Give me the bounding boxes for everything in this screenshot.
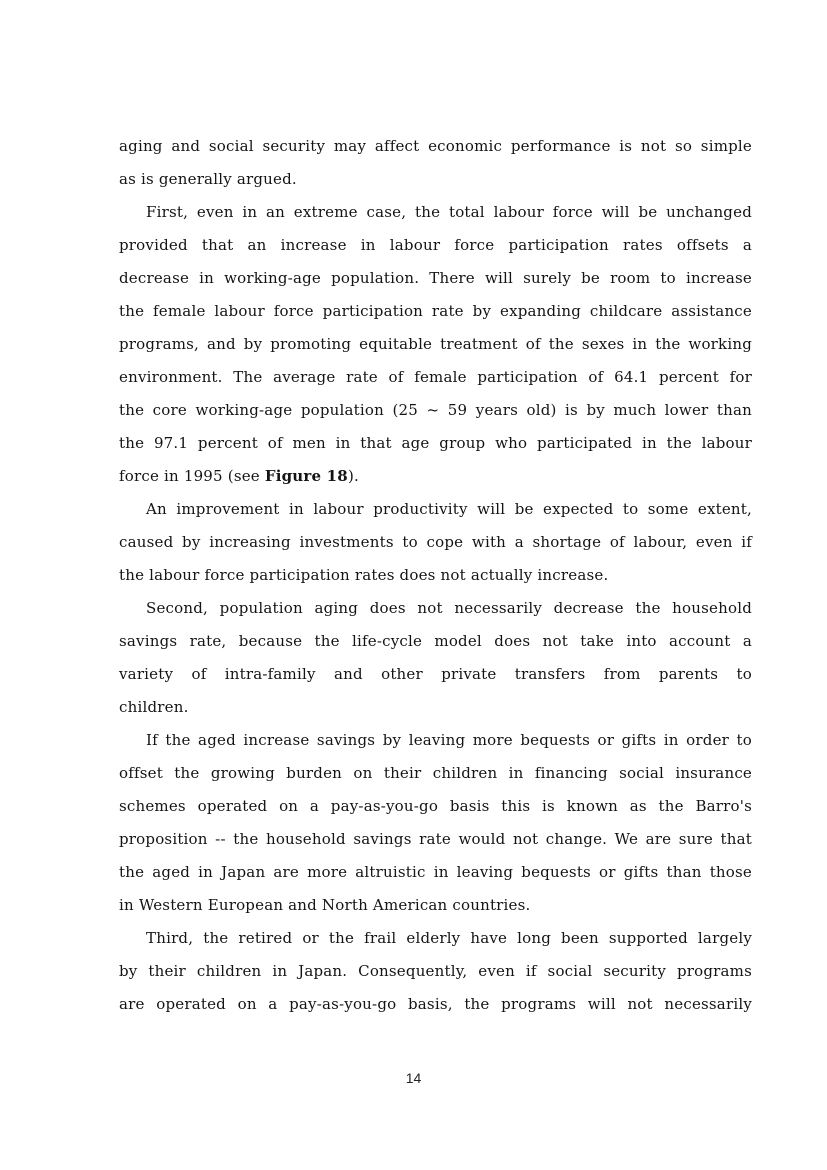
text-fragment: ). [347, 467, 359, 485]
text-line: offset the growing burden on their children in financing social insurance [119, 764, 752, 782]
text-line: Second, population aging does not necessarily decrease the household [146, 599, 752, 617]
paragraph [119, 592, 752, 724]
text-line: schemes operated on a pay-as-you-go basis this is known as the Barro's [119, 797, 752, 815]
text-line: provided that an increase in labour force participation rates offsets a [119, 236, 752, 254]
text-fragment: force in 1995 (see [119, 467, 265, 485]
text-line: are operated on a pay-as-you-go basis, the programs will not necessarily [119, 995, 752, 1013]
text-line: the core working-age population (25 ~ 59 years old) is by much lower than [119, 401, 752, 419]
text-line: Third, the retired or the frail elderly have long been supported largely [146, 929, 752, 947]
text-line: programs, and by promoting equitable treatment of the sexes in the working [119, 335, 752, 353]
text-line: by their children in Japan. Consequently, even if social security programs [119, 962, 752, 980]
text-line: the aged in Japan are more altruistic in leaving bequests or gifts than those [119, 863, 752, 881]
figure-reference: Figure 18 [264, 467, 348, 485]
text-line: An improvement in labour productivity will be expected to some extent, [146, 500, 752, 518]
text-line: children. [119, 698, 189, 716]
text-line: aging and social security may affect economic performance is not so simple [119, 137, 752, 155]
text-line: caused by increasing investments to cope with a shortage of labour, even if [119, 533, 752, 551]
text-line: the female labour force participation rate by expanding childcare assistance [119, 302, 752, 320]
text-line: decrease in working-age population. There will surely be room to increase [119, 269, 752, 287]
paragraph [119, 493, 752, 592]
text-line [119, 460, 752, 493]
text-line: as is generally argued. [119, 170, 297, 188]
text-line: variety of intra-family and other private transfers from parents to [119, 665, 752, 683]
text-line: savings rate, because the life-cycle model does not take into account a [119, 632, 752, 650]
text-line: If the aged increase savings by leaving more bequests or gifts in order to [146, 731, 752, 749]
text-line: First, even in an extreme case, the total labour force will be unchanged [146, 203, 752, 221]
text-line: the labour force participation rates does not actually increase. [119, 566, 609, 584]
document-body [119, 130, 752, 1021]
text-line: the 97.1 percent of men in that age group who participated in the labour [119, 434, 752, 452]
paragraph [119, 724, 752, 922]
paragraph [119, 922, 752, 1021]
text-line: environment. The average rate of female participation of 64.1 percent for [119, 368, 752, 386]
text-line: in Western European and North American countries. [119, 896, 531, 914]
text-line: proposition -- the household savings rate would not change. We are sure that [119, 830, 752, 848]
page-number: 14 [405, 1070, 422, 1086]
paragraph [119, 130, 752, 196]
paragraph [119, 196, 752, 493]
